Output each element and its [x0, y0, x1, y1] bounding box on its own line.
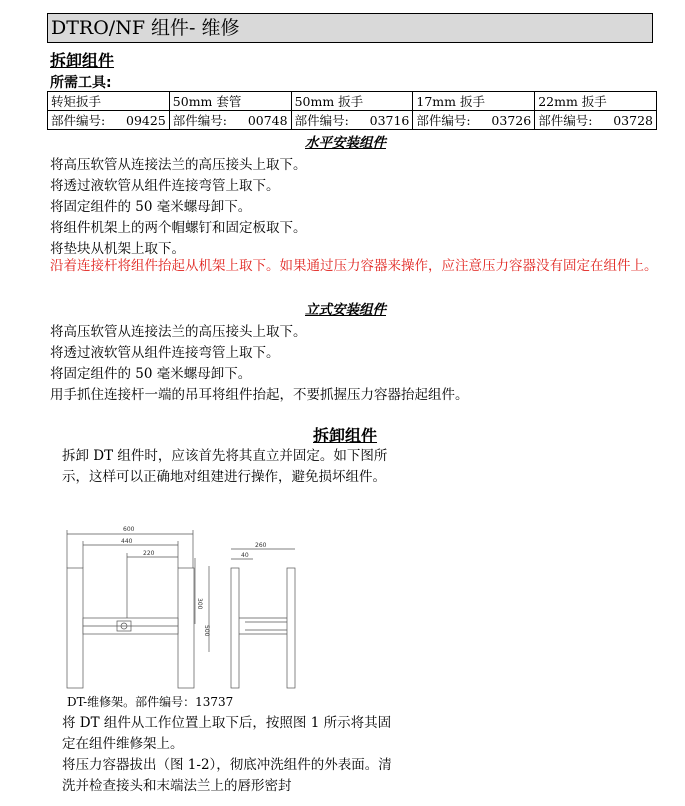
- part-number: 03728: [613, 112, 653, 128]
- paragraph: 将压力容器拔出（图 1-2），彻底冲洗组件的外表面。清洗并检查接头和末端法兰上的唇形密封: [62, 757, 392, 794]
- tool-name: 50mm 套管: [169, 92, 291, 111]
- tool-name: 22mm 扳手: [535, 92, 657, 111]
- part-number-label: 部件编号:: [416, 112, 471, 128]
- step-line: 将固定组件的 50 毫米螺母卸下。: [50, 366, 252, 382]
- tools-label: 所需工具:: [50, 75, 112, 91]
- tool-name: 17mm 扳手: [413, 92, 535, 111]
- page-title: DTRO/NF 组件- 维修: [47, 13, 653, 43]
- part-number: 09425: [126, 112, 166, 128]
- maintenance-rack-figure: [55, 520, 305, 690]
- step-line: 将透过液软管从组件连接弯管上取下。: [50, 345, 280, 361]
- step-line: 将高压软管从连接法兰的高压接头上取下。: [50, 324, 307, 340]
- tool-name: 50mm 扳手: [291, 92, 413, 111]
- dimension-label: 300: [196, 598, 203, 610]
- intro-paragraph: 拆卸 DT 组件时，应该首先将其直立并固定。如下图所示，这样可以正确地对组建进行操作，避免损坏组件。: [62, 448, 388, 485]
- paragraph: 将 DT 组件从工作位置上取下后，按照图 1 所示将其固定在组件维修架上。: [62, 715, 392, 752]
- tool-name: 转矩扳手: [48, 92, 170, 111]
- step-line: 将垫块从机架上取下。: [50, 241, 185, 257]
- vertical-install-heading: 立式安装组件: [305, 302, 386, 318]
- tools-pn-row: [48, 111, 657, 130]
- dimension-label: 260: [255, 542, 267, 549]
- dimension-label: 220: [143, 550, 155, 557]
- step-line: 用手抓住连接杆一端的吊耳将组件抬起，不要抓握压力容器抬起组件。: [50, 387, 469, 403]
- tools-table: [47, 91, 657, 130]
- figure-caption: DT-维修架。部件编号：13737: [67, 695, 234, 709]
- step-line: 将固定组件的 50 毫米螺母卸下。: [50, 199, 252, 215]
- step-line: 将组件机架上的两个帽螺钉和固定板取下。: [50, 220, 307, 236]
- section-title: 拆卸组件: [50, 51, 115, 70]
- dimension-label: 500: [203, 625, 210, 637]
- part-number-label: 部件编号:: [172, 112, 228, 128]
- dimension-label: 600: [123, 526, 135, 533]
- step-line: 将高压软管从连接法兰的高压接头上取下。: [50, 157, 307, 173]
- part-number: 03726: [491, 112, 532, 128]
- disassemble-title: 拆卸组件: [313, 426, 378, 445]
- warning-text: 沿着连接杆将组件抬起从机架上取下。如果通过压力容器来操作，应注意压力容器没有固定在组件上。: [50, 258, 658, 274]
- part-number-label: 部件编号:: [538, 112, 593, 128]
- part-number-label: 部件编号:: [51, 112, 106, 128]
- part-number-label: 部件编号:: [294, 112, 349, 128]
- dimension-label: 440: [121, 538, 133, 545]
- horizontal-install-heading: 水平安装组件: [305, 135, 386, 151]
- step-line: 将透过液软管从组件连接弯管上取下。: [50, 178, 280, 194]
- dimension-label: 40: [241, 552, 249, 559]
- tools-name-row: [48, 92, 657, 111]
- part-number: 03716: [369, 112, 410, 128]
- part-number: 00748: [247, 112, 288, 128]
